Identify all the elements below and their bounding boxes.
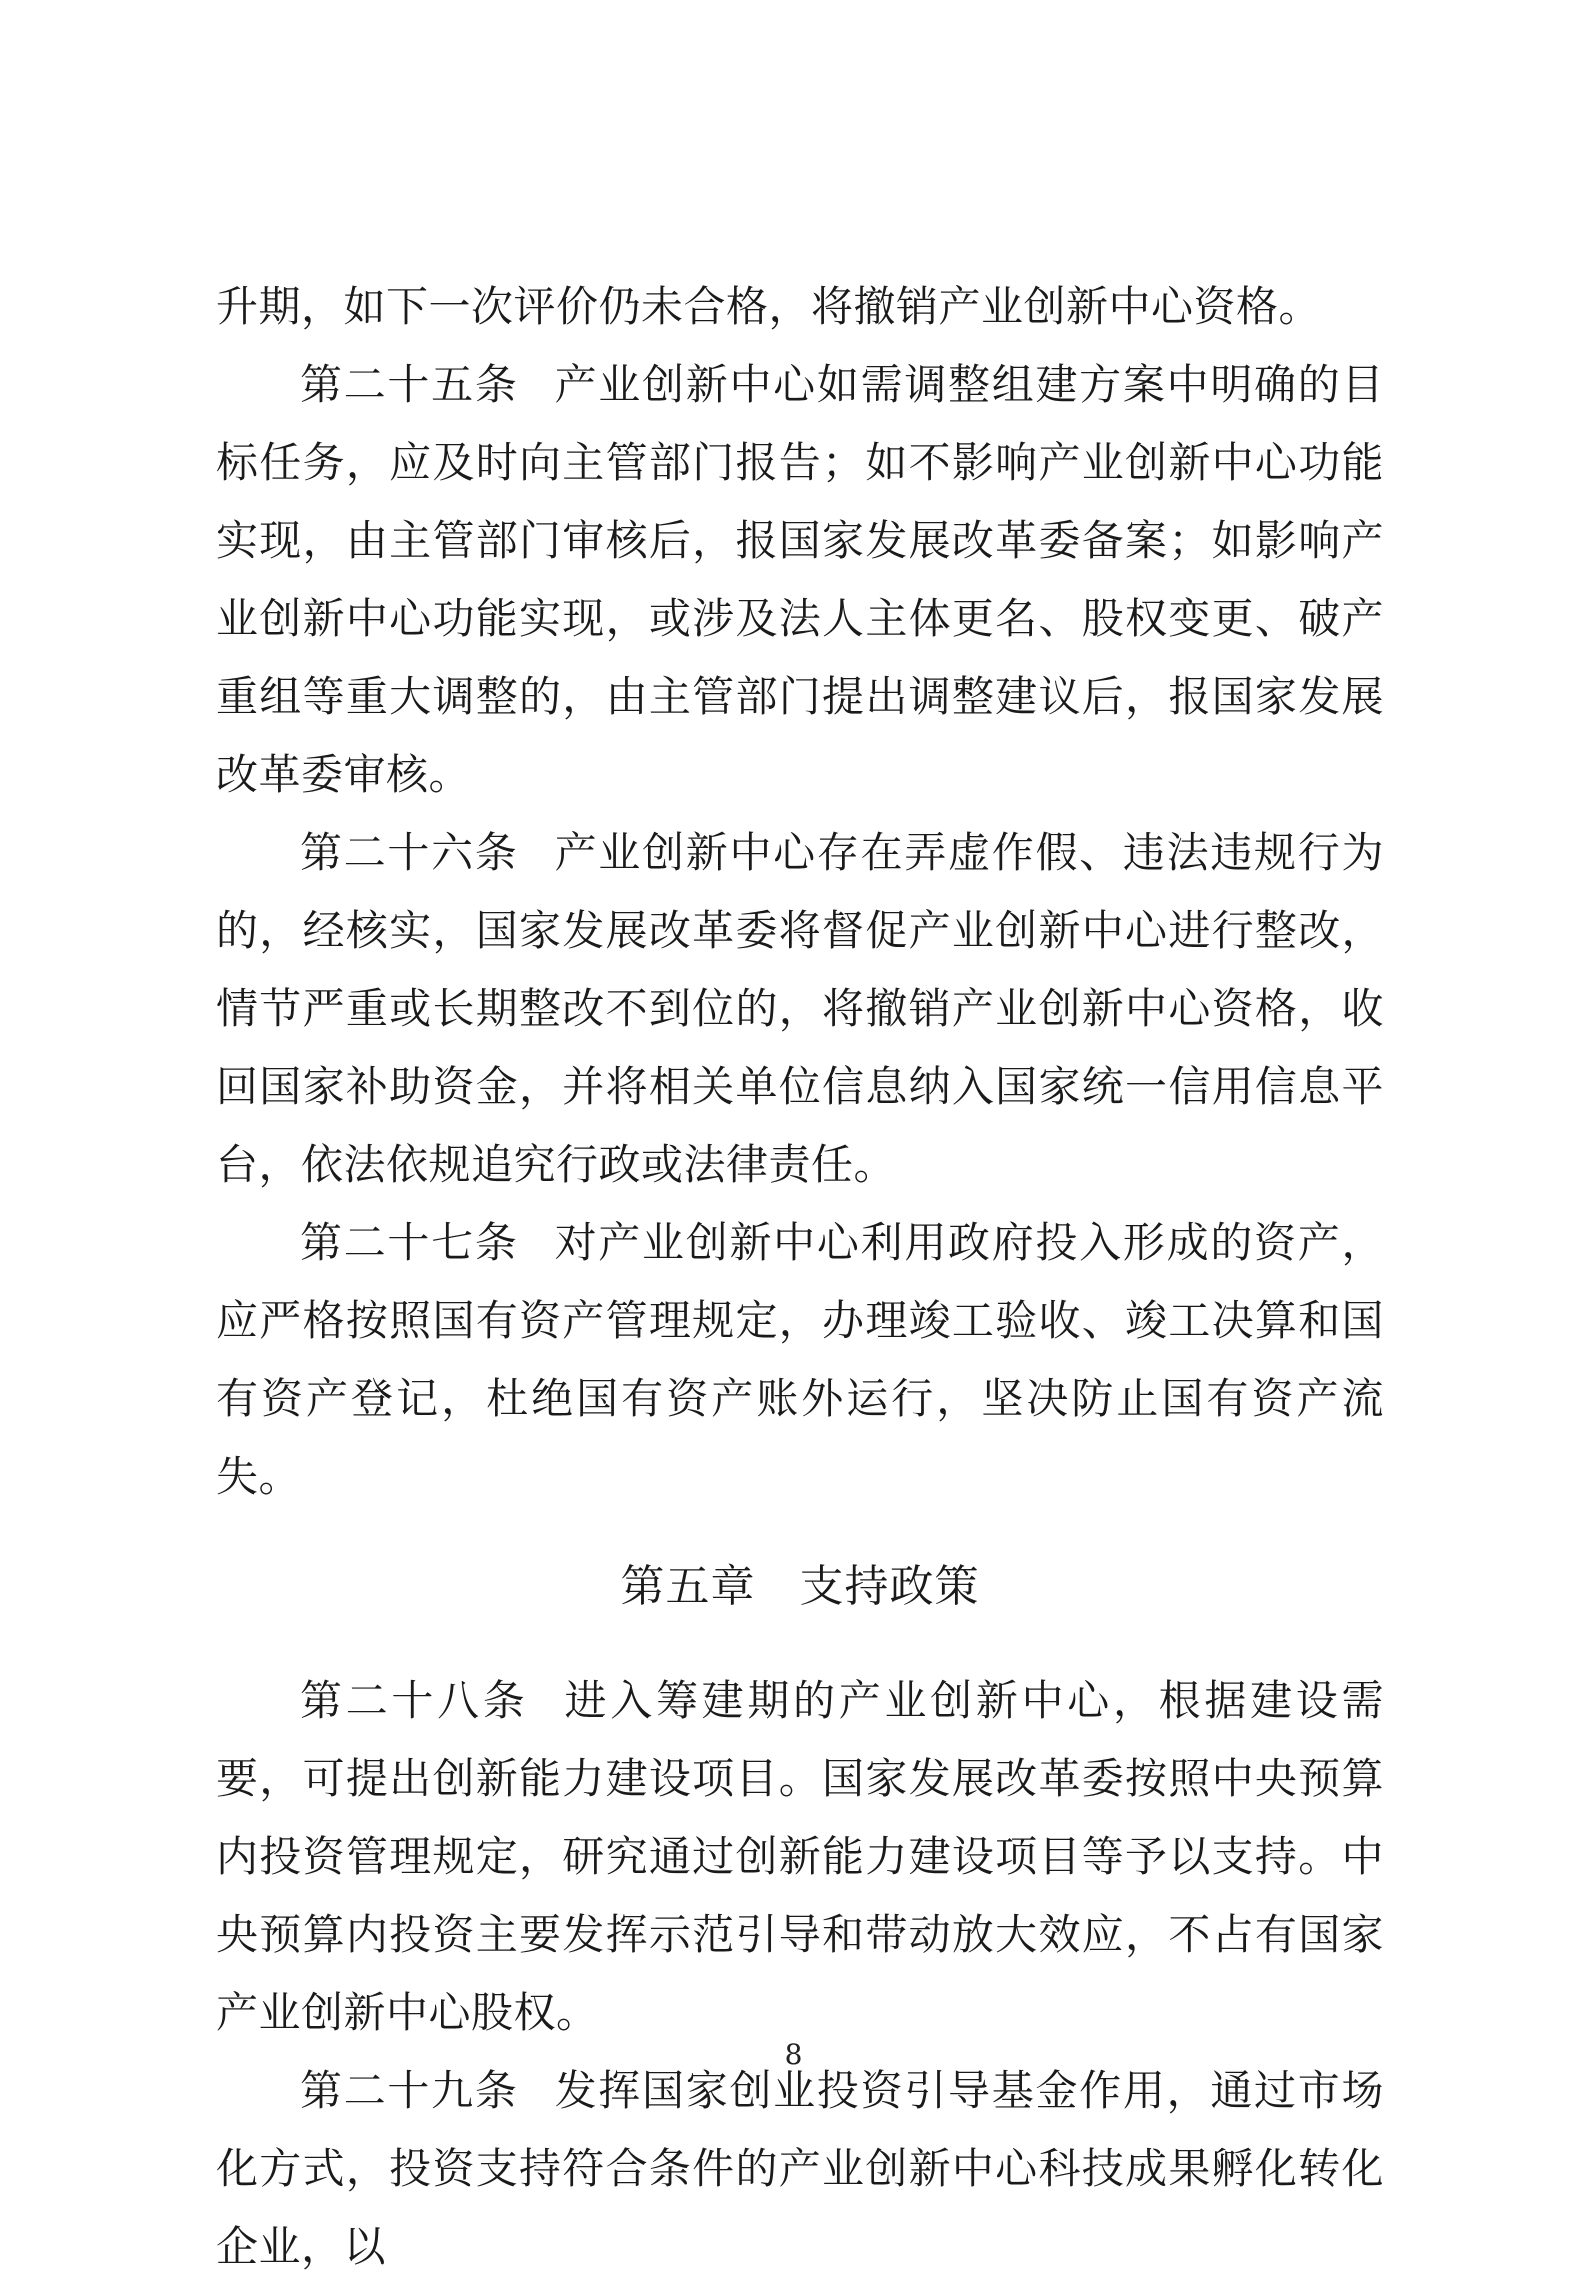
chapter-number: 第五章 [620,1561,756,1612]
article-27 [216,1204,1384,1516]
article-text: 发挥国家创业投资引导基金作用，通过市场化方式，投资支持符合条件的产业创新中心科技成果孵化转化企业，以 [216,2066,1384,2271]
article-29 [216,2052,1384,2286]
article-number: 第二十七条 [300,1218,519,1267]
page-number: 8 [784,2038,803,2071]
article-text: 对产业创新中心利用政府投入形成的资产，应严格按照国有资产管理规定，办理竣工验收、竣工决算和国有资产登记，杜绝国有资产账外运行，坚决防止国有资产流失。 [216,1218,1384,1501]
article-text: 进入筹建期的产业创新中心，根据建设需要，可提出创新能力建设项目。国家发展改革委按照中央预算内投资管理规定，研究通过创新能力建设项目等予以支持。中央预算内投资主要发挥示范引导和带动放大效应，不占有国家产业创新中心股权。 [216,1676,1384,2037]
continuation-paragraph: 升期，如下一次评价仍未合格，将撤销产业创新中心资格。 [216,282,1322,331]
article-number: 第二十六条 [300,828,519,877]
article-number: 第二十九条 [300,2066,519,2115]
article-28 [216,1662,1384,2052]
article-number: 第二十八条 [300,1676,529,1725]
article-26 [216,814,1384,1204]
article-text: 产业创新中心如需调整组建方案中明确的目标任务，应及时向主管部门报告；如不影响产业创新中心功能实现，由主管部门审核后，报国家发展改革委备案；如影响产业创新中心功能实现，或涉及法人主体更名、股权变更、破产重组等重大调整的，由主管部门提出调整建议后，报国家发展改革委审核。 [216,360,1384,799]
article-text: 产业创新中心存在弄虚作假、违法违规行为的，经核实，国家发展改革委将督促产业创新中心进行整改，情节严重或长期整改不到位的，将撤销产业创新中心资格，收回国家补助资金，并将相关单位信息纳入国家统一信用信息平台，依法依规追究行政或法律责任。 [216,828,1384,1189]
chapter-title: 支持政策 [799,1561,980,1612]
chapter-heading [216,1548,1384,1626]
article-number: 第二十五条 [300,360,519,409]
document-body [216,268,1384,2286]
article-25 [216,346,1384,814]
